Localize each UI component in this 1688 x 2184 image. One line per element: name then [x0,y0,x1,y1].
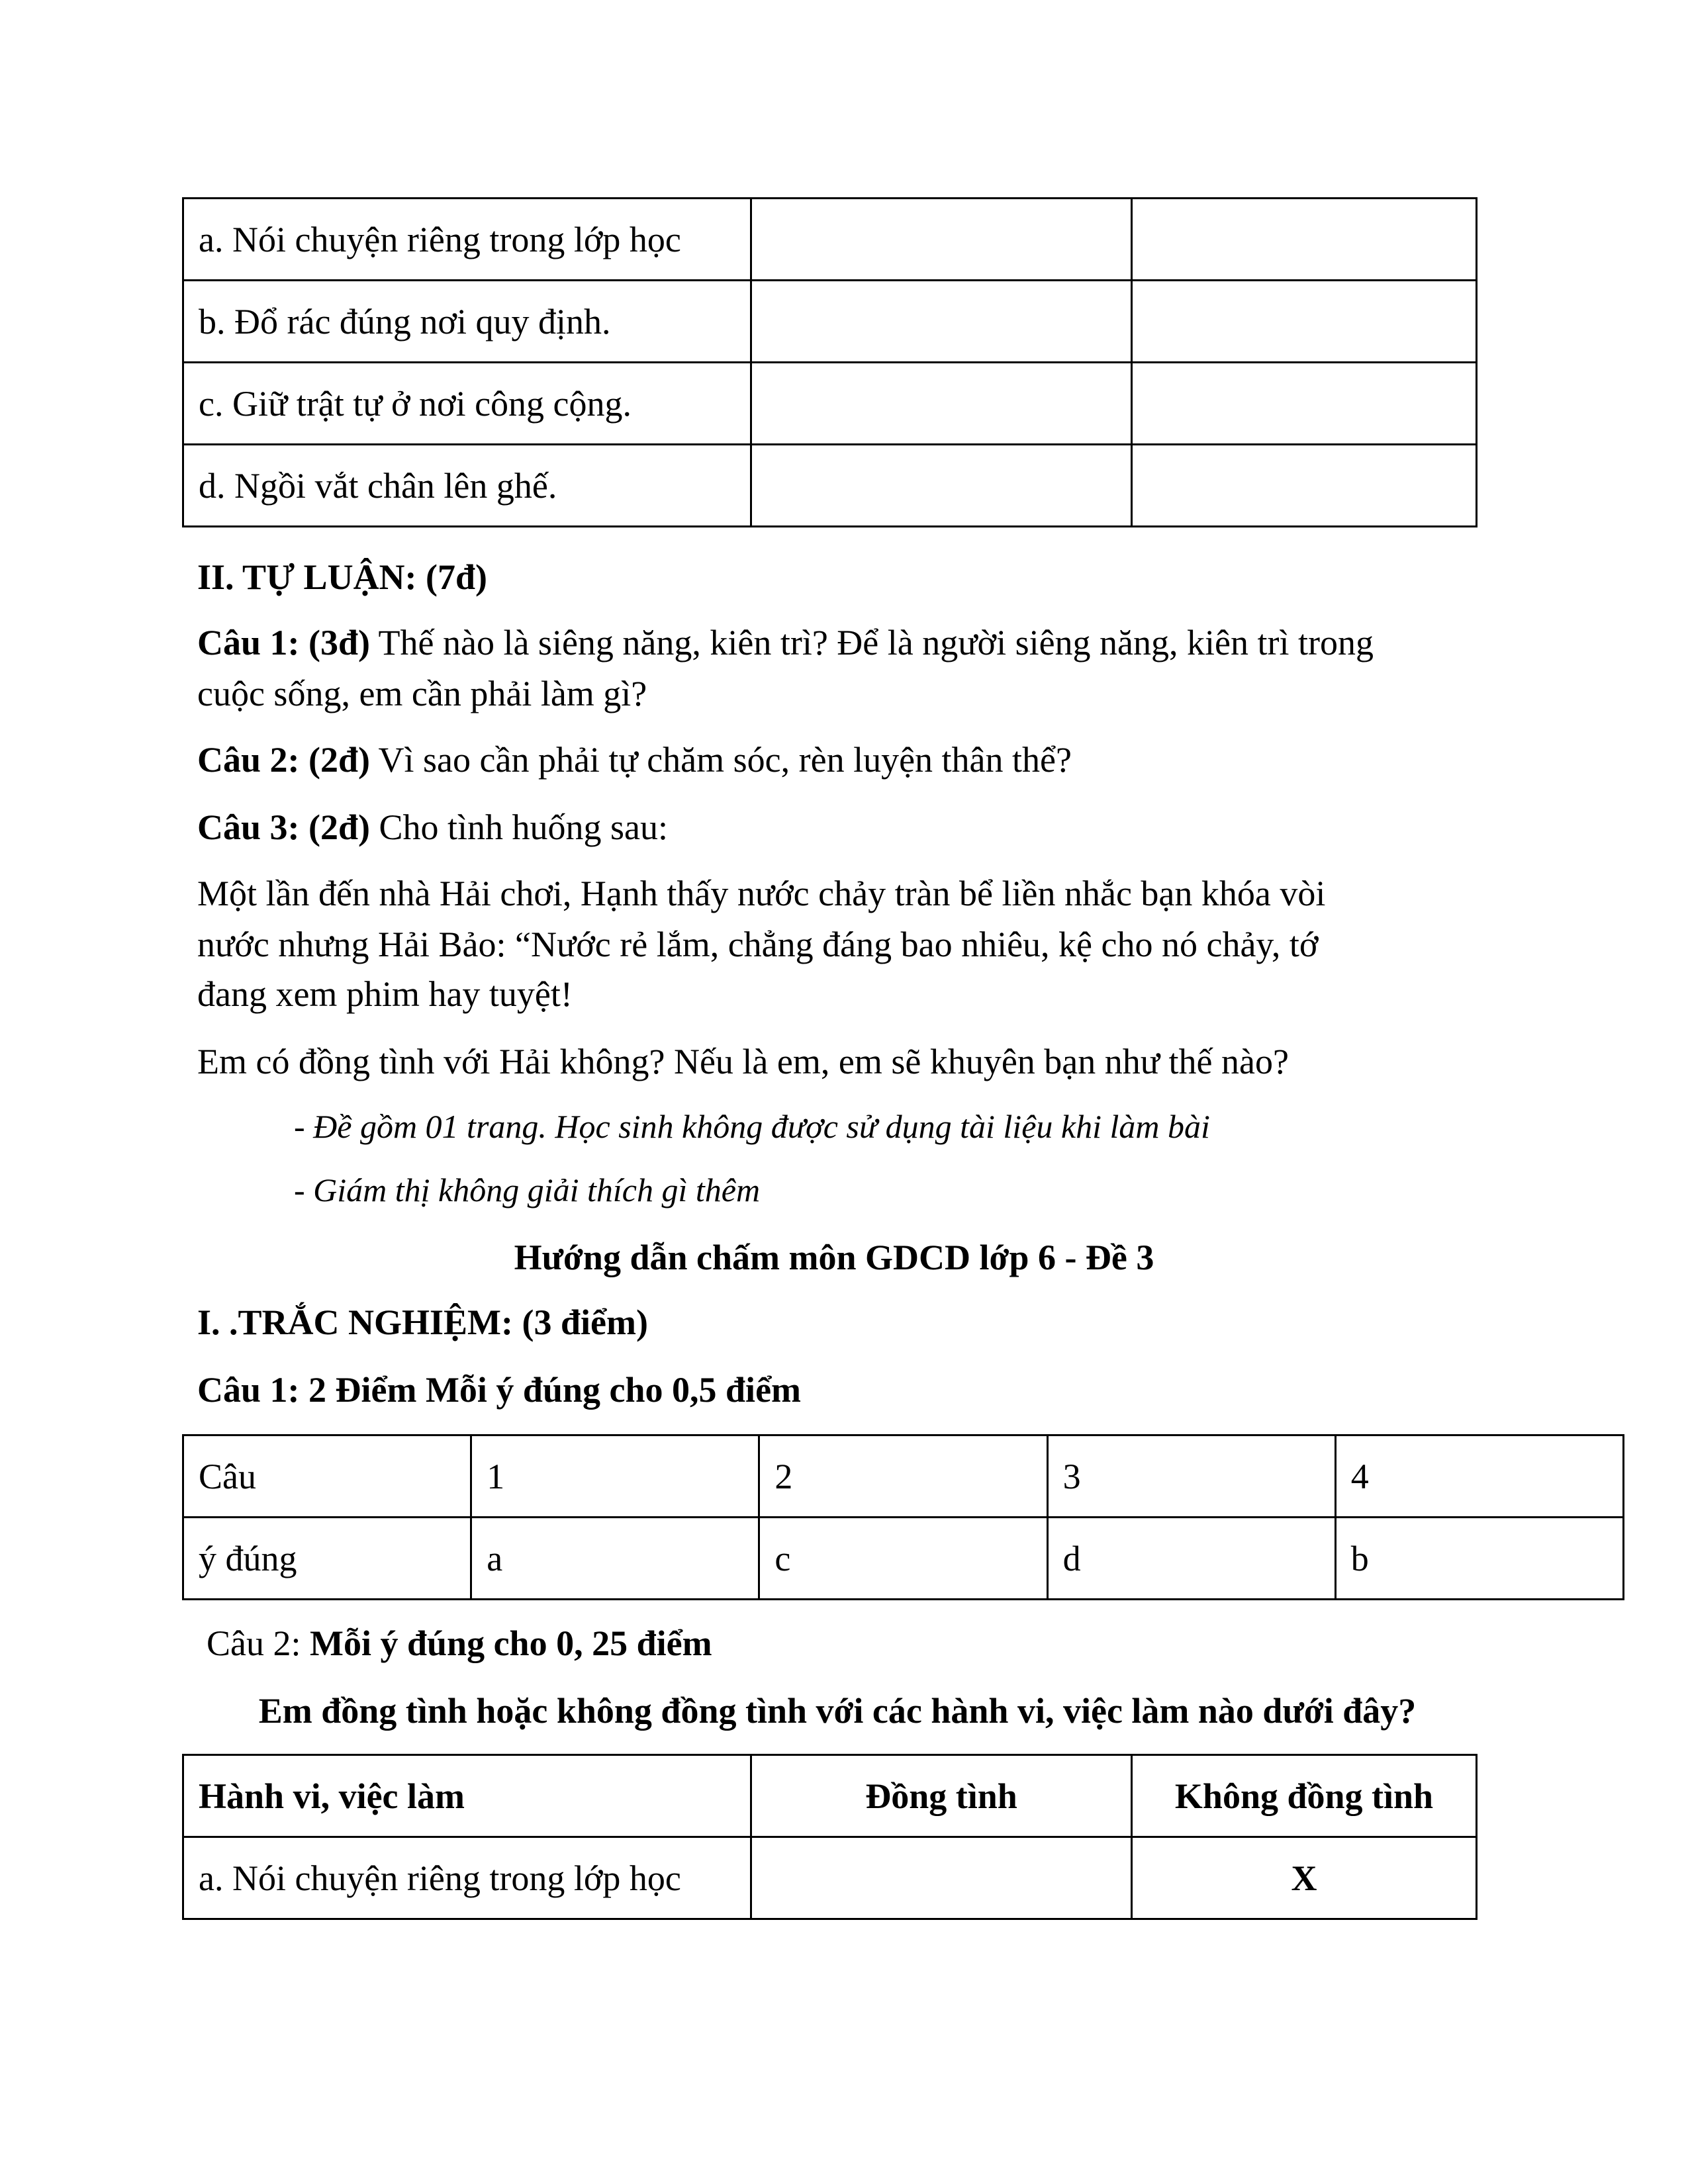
question-text: Vì sao cần phải tự chăm sóc, rèn luyện thân thể? [370,740,1072,780]
question-text: Thế nào là siêng năng, kiên trì? Để là người siêng năng, kiên trì trong [370,623,1374,662]
table-row [183,363,1477,445]
agree-cell [751,363,1132,445]
header-cell: 1 [471,1435,759,1518]
behavior-cell: b. Đổ rác đúng nơi quy định. [183,281,751,363]
question-scoring: Mỗi ý đúng cho 0, 25 điểm [310,1623,712,1663]
question-2-heading [207,1617,712,1670]
agree-cell [751,199,1132,281]
essay-heading: II. TỰ LUẬN: (7đ) [197,557,488,597]
answer-cell: b [1335,1518,1623,1600]
question-label: Câu 3: (2đ) [197,807,371,847]
answer-table [182,1434,1624,1600]
situation-line: đang xem phim hay tuyệt! [197,974,573,1014]
situation-question: Em có đồng tình với Hải không? Nếu là em, em sẽ khuyên bạn như thế nào? [197,1042,1289,1081]
disagree-cell: X [1132,1837,1477,1919]
behavior-table [182,197,1477,527]
agree-cell [751,281,1132,363]
answer-behavior-table [182,1754,1477,1920]
table-row [183,445,1477,527]
question-2-prompt: Em đồng tình hoặc không đồng tình với các hành vi, việc làm nào dưới đây? [258,1691,1417,1731]
note: - Giám thị không giải thích gì thêm [294,1171,761,1208]
behavior-cell: d. Ngồi vắt chân lên ghế. [183,445,751,527]
section-heading: I. .TRẮC NGHIỆM: (3 điểm) [197,1302,648,1342]
question-label: Câu 2: (2đ) [197,740,371,780]
answer-key-title: Hướng dẫn chấm môn GDCD lớp 6 - Đề 3 [514,1238,1154,1277]
question-3 [197,801,668,854]
header-cell: Câu [183,1435,471,1518]
question-1-heading: Câu 1: 2 Điểm Mỗi ý đúng cho 0,5 điểm [197,1370,802,1410]
header-cell: Đồng tình [751,1755,1132,1837]
disagree-cell [1132,445,1477,527]
disagree-cell [1132,363,1477,445]
header-cell: 2 [759,1435,1047,1518]
situation-line: nước nhưng Hải Bảo: “Nước rẻ lắm, chẳng đáng bao nhiêu, kệ cho nó chảy, tớ [197,925,1319,964]
header-cell: 3 [1047,1435,1335,1518]
question-label: Câu 2: [207,1623,310,1663]
question-2 [197,733,1072,786]
disagree-cell [1132,281,1477,363]
header-cell: Không đồng tình [1132,1755,1477,1837]
question-label: Câu 1: (3đ) [197,623,371,662]
header-cell: Hành vi, việc làm [183,1755,751,1837]
table-row [183,281,1477,363]
table-row [183,1518,1624,1600]
answer-cell: a [471,1518,759,1600]
table-row [183,199,1477,281]
header-cell: 4 [1335,1435,1623,1518]
agree-cell [751,445,1132,527]
answer-cell: ý đúng [183,1518,471,1600]
agree-cell [751,1837,1132,1919]
question-1-cont: cuộc sống, em cần phải làm gì? [197,674,647,713]
table-row [183,1837,1477,1919]
table-row [183,1755,1477,1837]
answer-cell: d [1047,1518,1335,1600]
question-1 [197,616,1374,669]
behavior-cell: a. Nói chuyện riêng trong lớp học [183,1837,751,1919]
note: - Đề gồm 01 trang. Học sinh không được sử dụng tài liệu khi làm bài [294,1108,1210,1145]
disagree-cell [1132,199,1477,281]
behavior-cell: a. Nói chuyện riêng trong lớp học [183,199,751,281]
question-text: Cho tình huống sau: [370,807,669,847]
table-row [183,1435,1624,1518]
behavior-cell: c. Giữ trật tự ở nơi công cộng. [183,363,751,445]
situation-line: Một lần đến nhà Hải chơi, Hạnh thấy nước chảy tràn bể liền nhắc bạn khóa vòi [197,874,1326,913]
answer-cell: c [759,1518,1047,1600]
